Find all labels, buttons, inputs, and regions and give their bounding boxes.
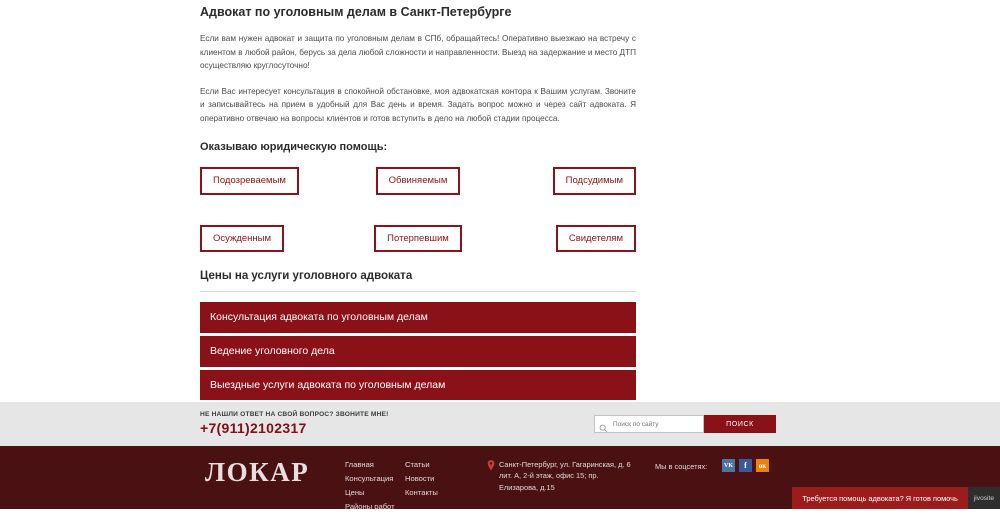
chat-widget[interactable] xyxy=(792,487,1000,509)
help-button-accused[interactable]: Обвиняемым xyxy=(376,167,461,195)
search-input[interactable] xyxy=(611,420,699,429)
help-button-cell xyxy=(352,167,484,195)
footer-link-prices[interactable]: Цены xyxy=(345,488,365,498)
footer-link-articles[interactable]: Статьи xyxy=(405,460,430,469)
footer-link-home[interactable]: Главная xyxy=(345,460,374,469)
social-links xyxy=(722,459,769,472)
help-buttons-grid xyxy=(200,167,636,252)
help-button-cell xyxy=(200,225,332,253)
footer-link-contacts[interactable]: Контакты xyxy=(405,488,438,498)
footer-link-news[interactable]: Новости xyxy=(405,474,435,484)
footer-menu-left xyxy=(345,458,395,514)
footer-logo[interactable]: ЛОКАР xyxy=(205,457,310,487)
help-button-cell xyxy=(200,167,332,195)
help-button-witnesses[interactable]: Свидетелям xyxy=(556,225,636,253)
map-pin-icon xyxy=(487,460,495,471)
search-field-wrapper[interactable] xyxy=(594,415,704,433)
odnoklassniki-icon[interactable]: ок xyxy=(756,459,769,472)
help-button-cell xyxy=(504,225,636,253)
chat-message[interactable]: Требуется помощь адвоката? Я готов помочь xyxy=(792,487,968,509)
call-band-phone[interactable]: +7(911)2102317 xyxy=(200,420,307,436)
help-button-cell xyxy=(352,225,484,253)
facebook-icon[interactable]: f xyxy=(739,459,752,472)
price-row-consultation[interactable]: Консультация адвоката по уголовным делам xyxy=(200,302,636,333)
call-band-note: НЕ НАШЛИ ОТВЕТ НА СВОЙ ВОПРОС? ЗВОНИТЕ МНЕ! xyxy=(200,411,389,418)
price-row-case-handling[interactable]: Ведение уголовного дела xyxy=(200,336,636,367)
footer-link-districts[interactable]: Районы работ xyxy=(345,502,395,512)
footer-address xyxy=(487,459,637,493)
social-label: Мы в соцсетях: xyxy=(655,462,708,471)
help-button-defendants[interactable]: Подсудимым xyxy=(553,167,636,195)
price-list xyxy=(200,302,636,400)
site-search xyxy=(594,415,776,433)
footer-address-text: Санкт-Петербург, ул. Гагаринская, д. 6 лит. А, 2-й этаж, офис 15; пр. Елизарова, д.15 xyxy=(499,460,631,492)
call-band-text xyxy=(200,411,389,436)
help-button-convicted[interactable]: Осужденным xyxy=(200,225,284,253)
prices-heading: Цены на услуги уголовного адвоката xyxy=(200,270,636,292)
vk-icon[interactable]: VK xyxy=(722,459,735,472)
search-icon xyxy=(599,420,608,429)
search-button[interactable]: ПОИСК xyxy=(704,415,776,433)
intro-paragraph-1: Если вам нужен адвокат и защита по уголовным делам в СПб, обращайтесь! Оперативно выезжаю на встречу с клиентом в любой район, берусь за дела любой сложности и направленности. Выезд на задержание и место ДТП осуществляю круглосуточно! xyxy=(200,34,636,71)
main-content xyxy=(200,0,636,403)
help-button-suspects[interactable]: Подозреваемым xyxy=(200,167,299,195)
footer-menu-right xyxy=(405,458,438,500)
help-heading: Оказываю юридическую помощь: xyxy=(200,141,388,154)
intro-paragraph-2: Если Вас интересует консультация в спокойной обстановке, моя адвокатская контора к Вашим услугам. Звоните и записывайтесь на прием в удобный для Вас день и время. Задать вопрос можно и через сайт адвоката. Я оперативно отвечаю на вопросы клиентов и готов вступить в дело на любой стадии процесса. xyxy=(200,86,636,123)
price-row-onsite-services[interactable]: Выездные услуги адвоката по уголовным делам xyxy=(200,370,636,401)
help-button-victims[interactable]: Потерпевшим xyxy=(374,225,462,253)
footer-link-consultation[interactable]: Консультация xyxy=(345,474,394,484)
help-button-cell xyxy=(504,167,636,195)
chat-brand-label[interactable]: jivosite xyxy=(968,487,1000,509)
page-title: Адвокат по уголовным делам в Санкт-Петербурге xyxy=(200,5,512,19)
call-to-action-band xyxy=(0,402,1000,446)
